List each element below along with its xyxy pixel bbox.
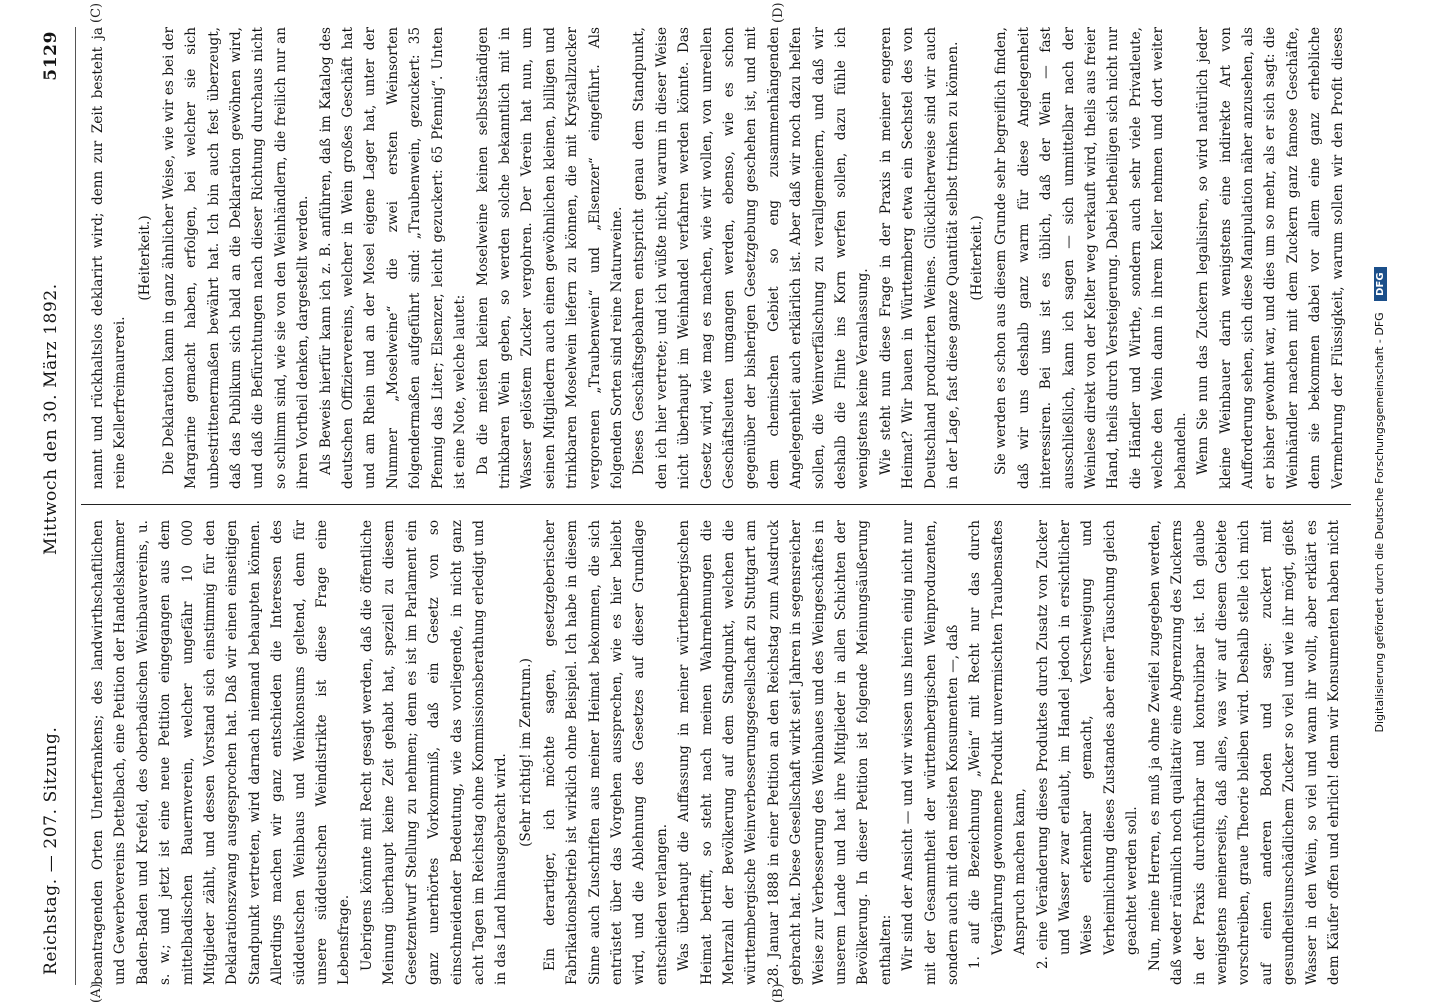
reaction-note: (Heiterkeit.) <box>969 215 986 301</box>
margin-mark-a: (A) <box>89 983 104 1003</box>
right-column <box>87 27 1347 489</box>
header-rule <box>75 27 76 985</box>
paragraph: Sie werden es schon aus diesem Grunde sehr begreiflich finden, daß wir uns deshalb ganz warm für diese Angelegenheit interessiren. Bei uns ist es üblich, daß der Wein — fast ausschließlich, kann ich sagen — sich unmittelbar nach der Weinlese direkt von der Kelter weg verkauft wird, theils aus freier Hand, theils durch Versteigerung. Dabei betheiligen sich nicht nur die Händler und Wirthe, sondern auch sehr viele Privatleute, welche den Wein dann in ihrem Keller nehmen und dort weiter behandeln. <box>993 27 1189 489</box>
rotated-page <box>31 2 1401 1003</box>
dfg-logo: DFG <box>1374 267 1387 300</box>
paragraph: nannt und rückhaltslos deklarirt wird; denn zur Zeit besteht ja reine Kellerfreimaurerei. <box>90 27 129 489</box>
header-date: Mittwoch den 30. März 1892. <box>41 283 61 555</box>
header-session: Reichstag. — 207. Sitzung. <box>41 726 61 975</box>
paragraph: Nun, meine Herren, es muß ja ohne Zweifel zugegeben werden, daß weder räumlich noch qualitativ eine Abgrenzung des Zuckerns in der Praxis durchführbar und kontrolirbar ist. Ich glaube wenigstens meinerseits, daß alles, was wir auf diesem Gebiete vorschreiben, graue Theorie bleiben wird. Deshalb stelle ich mich auf einen anderen Boden und sage: zuckert mit gesundheitsunschädlichem Zucker so viel und wie ihr mögt, gießt Wasser in den Wein, so viel und wann ihr wollt, aber erklärt es dem Käufer offen und ehrlich! denn wir Konsumenten haben nicht <box>1146 520 1342 985</box>
quoted-list-item: 2. eine Veränderung dieses Produktes durch Zusatz von Zucker und Wasser zwar erlaubt, im Handel jedoch in ersichtlicher Weise erkennbar gemacht, Verschweigung und Verheimlichung dieses Zustandes aber einer Täuschung gleich geachtet werden soll. <box>1034 520 1141 969</box>
paragraph: Ein derartiger, ich möchte sagen, gesetzgeberischer Fabrikationsbetrieb ist wirklich ohne Beispiel. Ich habe in diesem Sinne auch Zuschriften aus meiner Heimat bekommen, die sich entrüstet über das Vorgehen aussprechen, wie es hier beliebt wird, und die Ablehnung des Gesetzes auf dieser Grundlage entschieden verlangen. <box>541 520 670 985</box>
paragraph: Die Deklaration kann in ganz ähnlicher Weise, wie wir es bei der Margarine gemacht haben, erfolgen, bei welcher sie sich unbestrittenermaßen bewährt hat. Ich bin auch fest überzeugt, daß das Publikum sich bald an die Deklaration gewöhnen wird, und daß die Befürchtungen nach dieser Richtung durchaus nicht so schlimm sind, wie sie von den Weinhändlern, die freilich nur an ihren Vortheil denken, dargestellt werden. <box>160 27 312 489</box>
margin-mark-d: (D) <box>771 2 786 23</box>
paragraph: Wenn Sie nun das Zuckern legalisiren, so wird natürlich jeder kleine Weinbauer darin wenigstens eine indirekte Art von Aufforderung sehen, sich diese Manipulation näher anzusehen, als er bisher gewohnt war, und dies um so mehr, als er sich sagt: die Weinhändler machen mit dem Zuckern ganz famose Geschäfte, denn sie bekommen dabei vor allem eine ganz erhebliche Vermehrung der Flüssigkeit, warum sollen wir den Profit dieses <box>1195 27 1346 489</box>
paragraph: Als Beweis hierfür kann ich z. B. anführen, daß im Katalog des deutschen Offiziervereins, welcher in Wein großes Geschäft hat und am Rhein und an der Mosel eigene Lager hat, unter der Nummer „Moselweine“ die zwei ersten Weinsorten folgendermaßen aufgeführt sind: „Traubenwein, gezuckert: 35 Pfennig das Liter; Elsenzer, leicht gezuckert: 65 Pfennig“. Unten ist eine Note, welche lautet: <box>317 27 469 489</box>
digitization-text: Digitalisierung gefördert durch die Deutsche Forschungsgemeinschaft - DFG <box>1373 312 1386 733</box>
digitization-note <box>1373 5 1387 995</box>
margin-mark-c: (C) <box>89 2 104 23</box>
margin-mark-b: (B) <box>771 983 786 1003</box>
column-divider <box>81 504 1351 505</box>
quoted-list-item: 1. auf die Bezeichnung „Wein“ mit Recht nur das durch Vergährung gewonnene Produkt unvermischten Traubensaftes Anspruch machen kann, <box>967 520 1029 969</box>
left-column <box>87 520 1347 985</box>
reaction-note: (Heiterkeit.) <box>136 215 153 301</box>
paragraph: beantragenden Orten Unterfrankens; des landwirthschaftlichen und Gewerbevereins Dettelbach, eine Petition der Handelskammer Baden-Baden und Krefeld, des oberbadischen Weinbauvereins, u. s. w.; und jetzt ist eine neue Petition eingegangen aus dem mittelbadischen Bauernverein, welcher ungefähr 10 000 Mitglieder zählt, und dessen Vorstand sich einstimmig für den Deklarationszwang ausgesprochen hat. Daß wir einen einseitigen Standpunkt vertreten, wird darnach niemand behaupten können. Allerdings machen wir ganz entschieden die Interessen des süddeutschen Weinbaus und Weinkonsums geltend, denn für unsere süddeutschen Weindistrikte ist diese Frage eine Lebensfrage. <box>90 520 353 985</box>
paragraph: Was überhaupt die Auffassung in meiner württembergischen Heimat betrifft, so steht nach meinen Wahrnehmungen die Mehrzahl der Bevölkerung auf dem Standpunkt, welchen die württembergische Weinverbesserungsgesellschaft zu Stuttgart am 28. Januar 1888 in einer Petition an den Reichstag zum Ausdruck gebracht hat. Diese Gesellschaft wirkt seit Jahren in segensreicher Weise zur Verbesserung des Weinbaues und des Weingeschäftes in unserem Lande und hat ihre Mitglieder in allen Schichten der Bevölkerung. In dieser Petition ist folgende Meinungsäußerung enthalten: <box>676 520 894 985</box>
reaction-note: (Sehr richtig! im Zentrum.) <box>517 658 534 847</box>
paragraph: Wir sind der Ansicht — und wir wissen uns hierin einig nicht nur mit der Gesammtheit der württembergischen Weinproduzenten, sondern auch mit den meisten Konsumenten —, daß <box>900 520 962 985</box>
paragraph: Wie steht nun diese Frage in der Praxis in meiner engeren Heimat? Wir bauen in Württemberg etwa ein Sechstel des von Deutschland produzirten Weines. Glücklicherweise sind wir auch in der Lage, fast diese ganze Quantität selbst trinken zu können. <box>877 27 962 489</box>
page-header <box>31 5 77 995</box>
paragraph: Da die meisten kleinen Moselweine keinen selbstständigen trinkbaren Wein geben, so werden solche bekanntlich mit in Wasser gelöstem Zucker vergohren. Der Verein hat nun, um seinen Mitgliedern auch einen gewöhnlichen kleinen, billigen und trinkbaren Moselwein liefern zu können, die mit Krystallzucker vergorenen „Traubenwein“ und „Elsenzer“ eingeführt. Als folgenden Sorten sind reine Naturweine. <box>474 27 625 489</box>
page-number: 5129 <box>41 31 61 81</box>
paragraph: Dieses Geschäftsgebahren entspricht genau dem Standpunkt, den ich hier vertrete; und ich wüßte nicht, warum in dieser Weise nicht überhaupt im Weinhandel verfahren werden könnte. Das Gesetz wird, wie mag es machen, wie wir wollen, von unreellen Geschäftsleuten umgangen werden, ebenso, wie es schon gegenüber der bisherigen Gesetzgebung geschehen ist, und mit dem chemischen Gebiet so eng zusammenhängenden Angelegenheit auch erklärlich ist. Aber daß wir noch dazu helfen sollen, die Weinverfälschung zu verallgemeinern, und daß wir deshalb die Flinte ins Korn werfen sollen, dazu fühle ich wenigstens keine Veranlassung. <box>631 27 872 489</box>
paragraph: Uebrigens könnte mit Recht gesagt werden, daß die öffentliche Meinung überhaupt keine Zeit gehabt hat, speziell zu diesem Gesetzentwurf Stellung zu nehmen; denn es ist im Parlament ein ganz unerhörtes Vorkommniß, daß ein Gesetz von so einschneidender Bedeutung, wie das vorliegende, in nicht ganz acht Tagen im Reichstag ohne Kommissionsberathung erledigt und in das Land hinausgebracht wird. <box>358 520 510 985</box>
